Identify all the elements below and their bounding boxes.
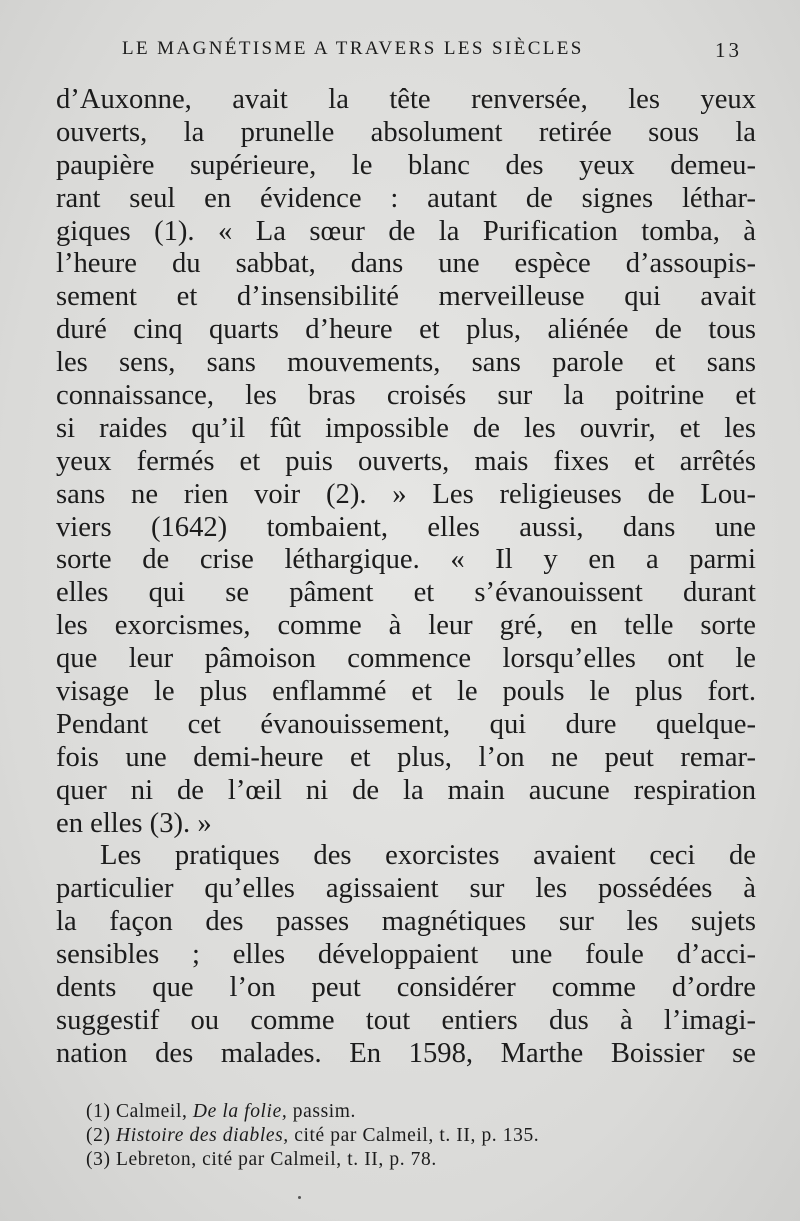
footnote-text: Calmeil, (116, 1101, 193, 1122)
footnote-mark: (3) (86, 1149, 111, 1170)
body-text (56, 84, 756, 1071)
print-speck (298, 1196, 301, 1199)
text-line: paupière supérieure, le blanc des yeux demeu- (56, 149, 756, 181)
text-line: giques (1). « La sœur de la Purification tomba, à (56, 215, 756, 247)
footnote-title: Histoire des diables, (116, 1125, 289, 1146)
text-line: visage le plus enflammé et le pouls le plus fort. (56, 676, 756, 708)
text-line: nation des malades. En 1598, Marthe Boissier se (56, 1037, 756, 1069)
footnote-text: passim. (287, 1101, 357, 1122)
text-line: suggestif ou comme tout entiers dus à l’imagi- (56, 1004, 756, 1036)
text-line: Pendant cet évanouissement, qui dure quelque- (56, 708, 756, 740)
text-line: les exorcismes, comme à leur gré, en telle sorte (56, 610, 756, 642)
page-number: 13 (715, 38, 742, 62)
text-line: d’Auxonne, avait la tête renversée, les yeux (56, 84, 756, 115)
text-line: sensibles ; elles développaient une foule d’acci- (56, 939, 756, 971)
text-line: dents que l’on peut considérer comme d’ordre (56, 972, 756, 1004)
footnote-mark: (2) (86, 1125, 111, 1146)
text-line: duré cinq quarts d’heure et plus, aliénée de tous (56, 314, 756, 346)
text-line: sement et d’insensibilité merveilleuse qui avait (56, 281, 756, 313)
running-title: LE MAGNÉTISME A TRAVERS LES SIÈCLES (122, 38, 584, 59)
text-line: elles qui se pâment et s’évanouissent durant (56, 577, 756, 609)
footnote-1 (86, 1100, 726, 1124)
text-line: les sens, sans mouvements, sans parole et sans (56, 347, 756, 379)
text-line: la façon des passes magnétiques sur les sujets (56, 906, 756, 938)
text-line: fois une demi-heure et plus, l’on ne peut remar- (56, 741, 756, 773)
paragraph-end-line: en elles (3). » (56, 807, 212, 839)
text-line: l’heure du sabbat, dans une espèce d’assoupis- (56, 248, 756, 280)
running-header (122, 38, 742, 68)
paragraph-start-line: Les pratiques des exorcistes avaient ceci de (100, 840, 756, 872)
text-line: quer ni de l’œil ni de la main aucune respiration (56, 774, 756, 806)
text-line: sorte de crise léthargique. « Il y en a parmi (56, 544, 756, 576)
footnotes (86, 1100, 726, 1172)
text-line: que leur pâmoison commence lorsqu’elles ont le (56, 643, 756, 675)
text-line: ouverts, la prunelle absolument retirée sous la (56, 116, 756, 148)
footnote-text: cité par Calmeil, t. II, p. 135. (288, 1125, 540, 1146)
footnote-title: De la folie, (192, 1101, 288, 1122)
text-line: particulier qu’elles agissaient sur les possédées à (56, 873, 756, 905)
text-line: rant seul en évidence : autant de signes léthar- (56, 182, 756, 214)
footnote-text: Lebreton, cité par Calmeil, t. II, p. 78. (116, 1149, 437, 1170)
text-line: yeux fermés et puis ouverts, mais fixes et arrêtés (56, 445, 756, 477)
text-line: si raides qu’il fût impossible de les ouvrir, et les (56, 412, 756, 444)
text-line: viers (1642) tombaient, elles aussi, dans une (56, 511, 756, 543)
footnote-3 (86, 1148, 726, 1172)
text-line: sans ne rien voir (2). » Les religieuses de Lou- (56, 478, 756, 510)
footnote-mark: (1) (86, 1101, 111, 1122)
text-line: connaissance, les bras croisés sur la poitrine et (56, 380, 756, 412)
footnote-2 (86, 1124, 726, 1148)
